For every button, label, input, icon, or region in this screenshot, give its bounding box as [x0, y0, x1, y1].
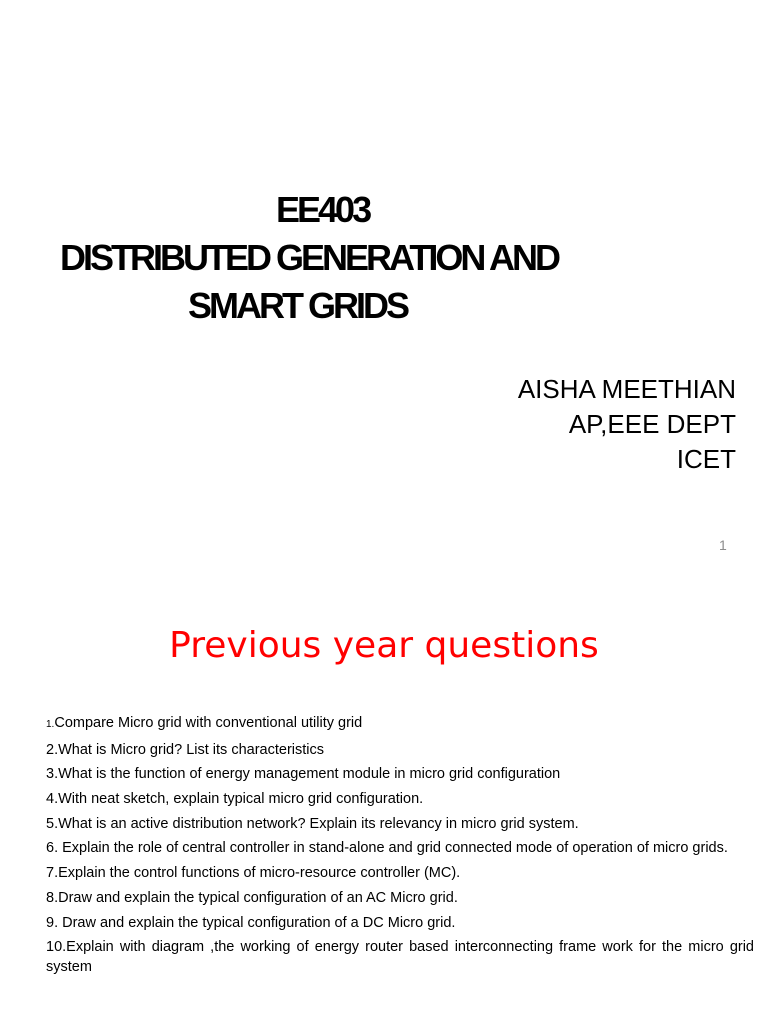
question-item	[46, 913, 754, 933]
slide-heading: Previous year questions	[169, 625, 599, 666]
question-number: 7.	[46, 865, 59, 882]
question-number: 6.	[46, 840, 59, 857]
question-text: Draw and explain the typical configuration of an AC Micro grid.	[58, 889, 458, 906]
question-text: Explain the role of central controller in stand-alone and grid connected mode of operation of micro grids.	[58, 840, 728, 857]
question-item	[46, 713, 754, 735]
question-number: 9.	[46, 914, 59, 931]
author-block	[518, 372, 736, 477]
question-item	[46, 838, 754, 858]
question-item	[46, 814, 754, 834]
page-number: 1	[719, 537, 727, 553]
question-text: With neat sketch, explain typical micro grid configuration.	[58, 791, 424, 808]
author-institution: ICET	[676, 444, 736, 474]
question-number: 8.	[46, 889, 59, 906]
question-text: Compare Micro grid with conventional utility grid	[54, 715, 363, 731]
author-position: AP,EEE DEPT	[568, 409, 736, 439]
question-list	[46, 713, 754, 982]
question-text: Explain with diagram ,the working of energy router based interconnecting frame work for the micro grid system	[46, 939, 754, 976]
course-title-line-1: DISTRIBUTED GENERATION AND	[60, 237, 558, 278]
question-item	[46, 937, 754, 977]
question-number: 1.	[46, 719, 55, 730]
question-text: What is Micro grid? List its characteristics	[58, 741, 324, 758]
course-title-line-2: SMART GRIDS	[188, 285, 407, 326]
question-number: 5.	[46, 815, 59, 832]
course-code: EE403	[276, 189, 370, 230]
question-text: What is an active distribution network? Explain its relevancy in micro grid system.	[58, 815, 579, 832]
question-text: What is the function of energy management module in micro grid configuration	[58, 766, 561, 783]
question-item	[46, 740, 754, 760]
question-number: 2.	[46, 741, 59, 758]
question-item	[46, 888, 754, 908]
question-item	[46, 863, 754, 883]
question-number: 10.	[46, 939, 67, 956]
question-number: 3.	[46, 766, 59, 783]
question-text: Draw and explain the typical configuration of a DC Micro grid.	[58, 914, 456, 931]
slide-2	[0, 578, 768, 1024]
author-name: AISHA MEETHIAN	[517, 374, 736, 404]
question-number: 4.	[46, 791, 59, 808]
question-item	[46, 764, 754, 784]
question-text: Explain the control functions of micro-resource controller (MC).	[58, 865, 461, 882]
question-item	[46, 789, 754, 809]
